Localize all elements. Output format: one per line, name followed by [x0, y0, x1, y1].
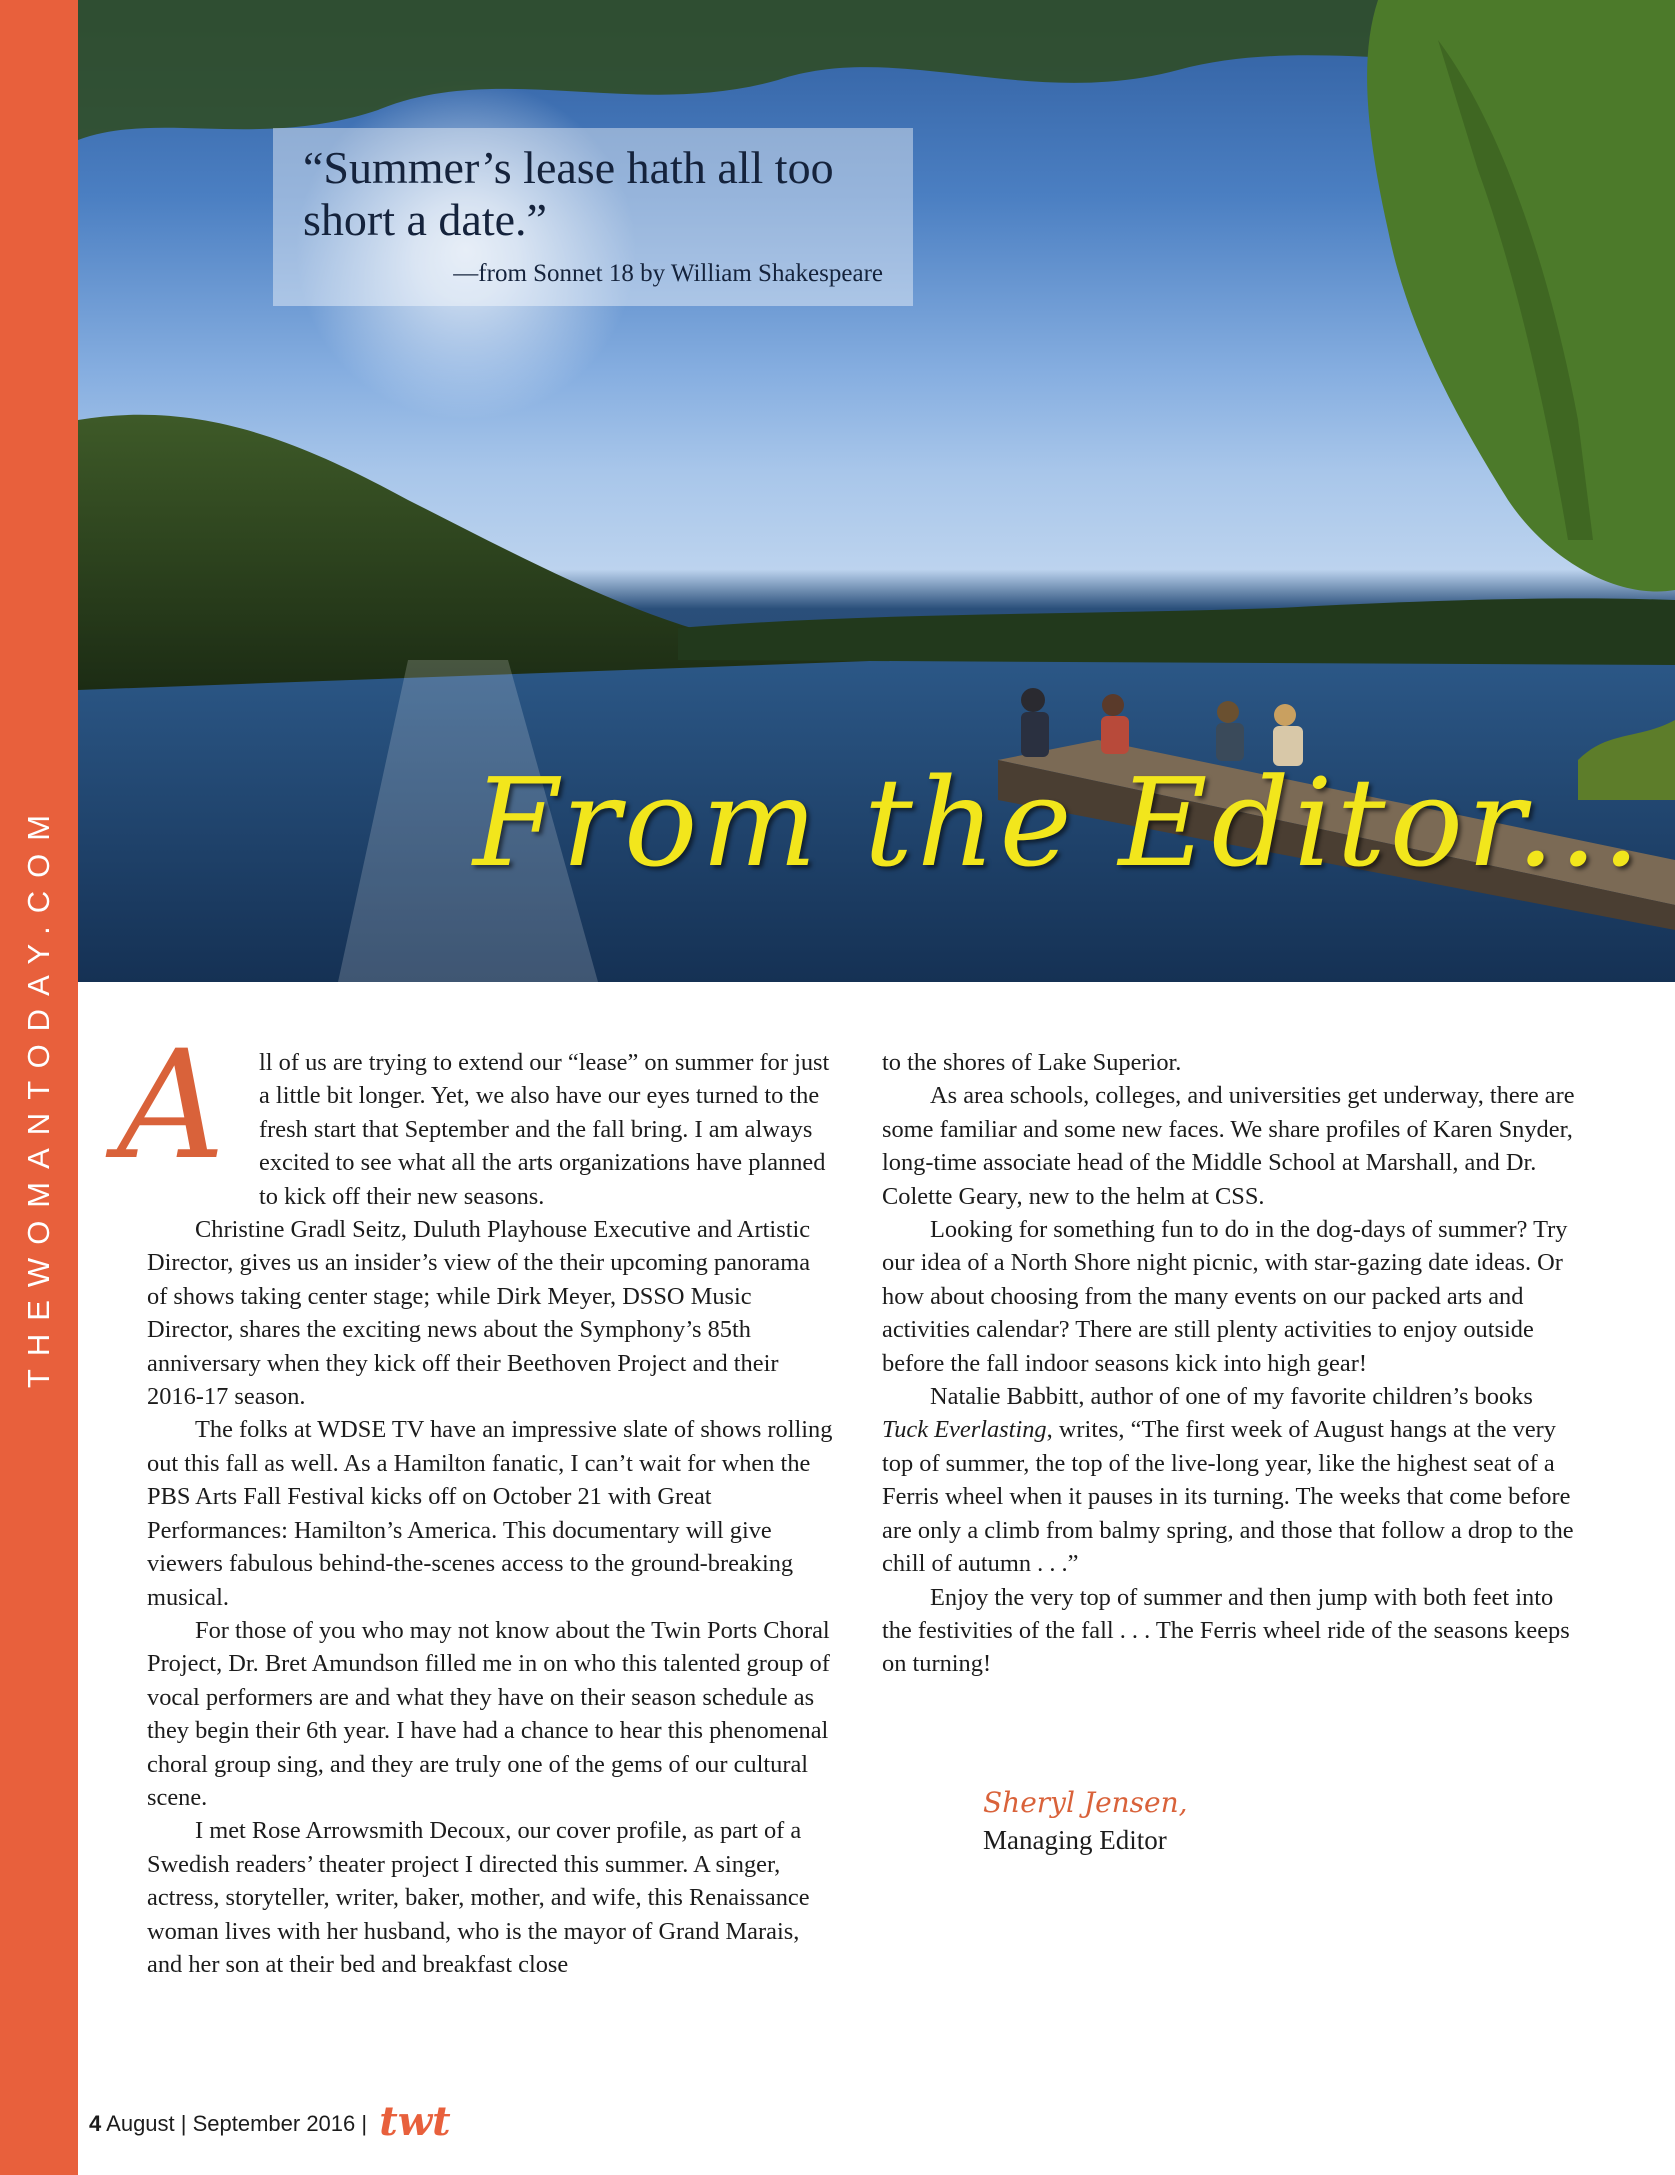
website-url: THEWOMANTODAY.COM [21, 801, 56, 1389]
signature-title: Managing Editor [983, 1825, 1167, 1855]
paragraph: The folks at WDSE TV have an impressive slate of shows rolling out this fall as well. As a Hamilton fanatic, I can’t wait for when the PBS Arts Fall Festival kicks off on October 21 with Great Performances: Hamilton’s America. This documentary will give viewers fabulous behind-the-scenes access to the ground-breaking musical. [147, 1416, 833, 1611]
paragraph: to the shores of Lake Superior. [882, 1049, 1182, 1076]
paragraph: As area schools, colleges, and universities get underway, there are some familiar and some new faces. We share profiles of Karen Snyder, long-time associate head of the Middle School at Marshall, and Dr. Colette Geary, new to the helm at CSS. [882, 1082, 1575, 1210]
section-title: From the Editor... [473, 752, 1645, 894]
paragraph [882, 1380, 1582, 1580]
article-column-left [117, 1019, 833, 1981]
issue-date: August | September 2016 | [106, 2111, 368, 2136]
magazine-logo: twt [379, 2098, 451, 2145]
quote-attribution: —from Sonnet 18 by William Shakespeare [453, 260, 883, 287]
paragraph: For those of you who may not know about the Twin Ports Choral Project, Dr. Bret Amundson filled me in on who this talented group of vocal performers are and what they have on their season schedule as they begin their 6th year. I have had a chance to hear this phenomenal choral group sing, and they are truly one of the gems of our cultural scene. [147, 1616, 830, 1811]
page-number: 4 [89, 2111, 102, 2136]
signature-name: Sheryl Jensen, [983, 1786, 1188, 1819]
paragraph: Enjoy the very top of summer and then jump with both feet into the festivities of the fall . . . The Ferris wheel ride of the seasons keeps on turning! [882, 1583, 1570, 1678]
article-column-right [882, 1046, 1582, 1681]
paragraph: Looking for something fun to do in the dog-days of summer? Try our idea of a North Shore night picnic, with star-gazing date ideas. Or how about choosing from the many events on our packed arts and activities calendar? There are still plenty activities to enjoy outside before the fall indoor seasons kick into high gear! [882, 1216, 1568, 1377]
drop-cap: A [117, 1019, 226, 1193]
paragraph: ll of us are trying to extend our “lease” on summer for just a little bit longer. Yet, we also have our eyes turned to the fresh start that September and the fall bring. I am always excited to see what all the arts organizations have planned to kick off their new seasons. [259, 1049, 830, 1210]
paragraph-text: , writes, “The first week of August hangs at the very top of summer, the top of the live-long year, like the highest seat of a Ferris wheel when it pauses in its turning. The weeks that come before are only a climb from balmy spring, and those that follow a drop to the chill of autumn . . .” [882, 1416, 1574, 1578]
side-band [0, 0, 78, 2175]
shakespeare-quote: “Summer’s lease hath all too short a date.” [303, 142, 834, 245]
paragraph: Christine Gradl Seitz, Duluth Playhouse Executive and Artistic Director, gives us an insider’s view of the their upcoming panorama of shows taking center stage; while Dirk Meyer, DSSO Music Director, shares the exciting news about the Symphony’s 85th anniversary when they kick off their Beethoven Project and their 2016-17 season. [147, 1216, 811, 1411]
editor-signature [983, 1786, 1188, 1856]
paragraph-text: Natalie Babbitt, author of one of my favorite children’s books [930, 1383, 1533, 1411]
page-footer [89, 2098, 451, 2145]
book-title: Tuck Everlasting [882, 1416, 1047, 1444]
paragraph: I met Rose Arrowsmith Decoux, our cover profile, as part of a Swedish readers’ theater project I directed this summer. A singer, actress, storyteller, writer, baker, mother, and wife, this Renaissance woman lives with her husband, who is the mayor of Grand Marais, and her son at their bed and breakfast close [147, 1817, 810, 1978]
hero-photo [78, 0, 1675, 982]
quote-box [273, 128, 913, 306]
